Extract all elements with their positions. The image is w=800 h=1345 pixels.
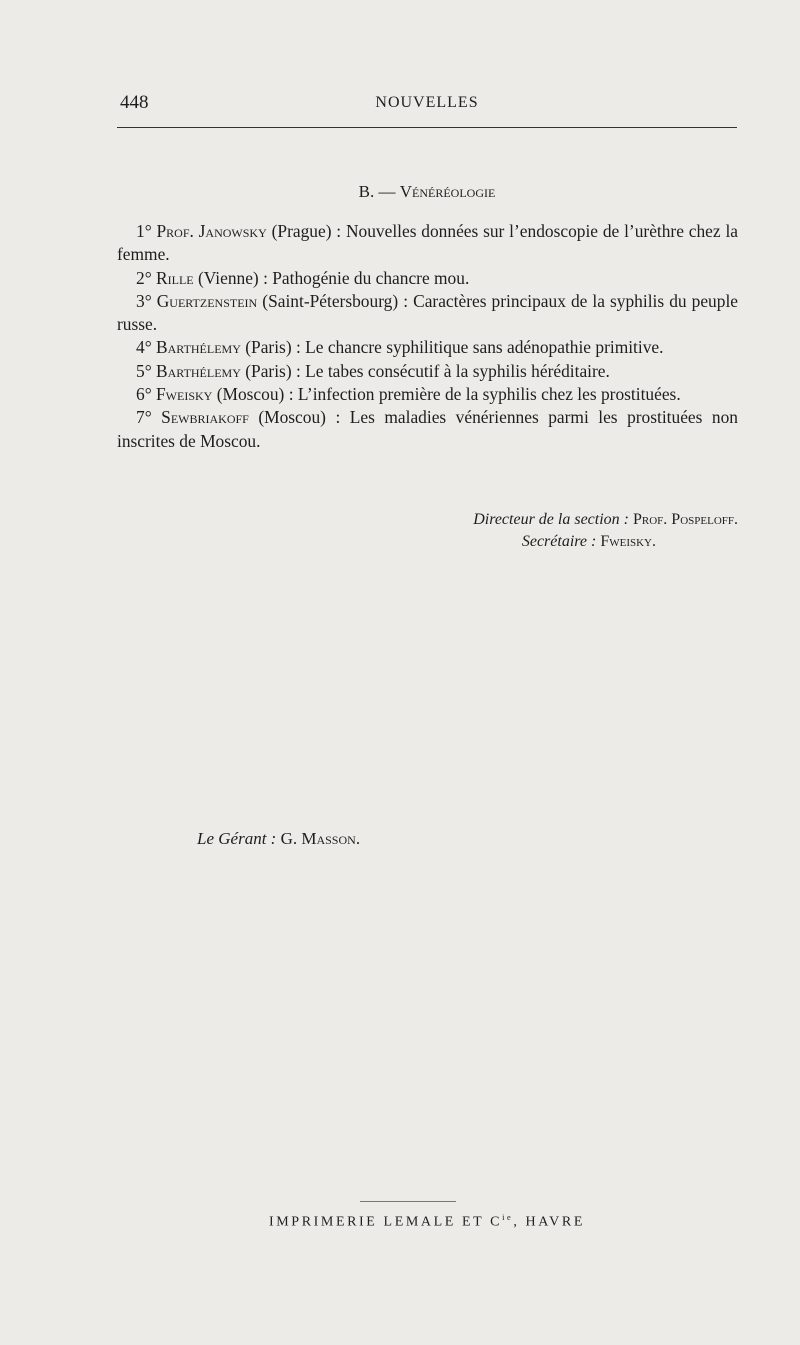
item-city: (Vienne): [197, 267, 259, 288]
item-number: 3°: [136, 290, 152, 311]
secretary-label: Secrétaire :: [521, 533, 597, 550]
page-header: [117, 92, 737, 122]
communication-item: [117, 267, 738, 290]
imprint: [117, 1213, 737, 1231]
gerant-name: G. Masson.: [280, 829, 361, 848]
item-author: Prof. Janowsky: [156, 221, 267, 241]
item-title: : Le tabes consécutif à la syphilis héréditaire.: [291, 360, 610, 381]
page-number: 448: [120, 92, 149, 113]
communication-item: [117, 383, 738, 406]
item-city: (Saint-Pétersbourg): [262, 290, 399, 311]
secretary-name: Fweisky.: [600, 533, 656, 550]
communication-item: [117, 336, 738, 359]
item-author: Barthélemy: [156, 360, 241, 381]
item-number: 6°: [136, 384, 152, 405]
item-city: (Paris): [245, 337, 292, 358]
item-title: : Les maladies vénériennes parmi les prostituées non inscrites de Moscou.: [117, 407, 738, 451]
item-author: Barthélemy: [156, 337, 241, 358]
item-number: 2°: [136, 267, 152, 288]
communication-item: [117, 220, 738, 267]
communication-item: [117, 406, 738, 453]
signatures: [117, 509, 738, 553]
gerant-line: [197, 829, 360, 849]
secretary-line: [117, 531, 738, 553]
header-rule: [117, 127, 737, 128]
communication-list: [117, 220, 738, 453]
item-author: Fweisky: [156, 384, 213, 405]
director-line: [117, 509, 738, 531]
item-title: : Le chancre syphilitique sans adénopathie primitive.: [291, 337, 664, 358]
item-author: Rille: [156, 267, 194, 288]
director-label: Directeur de la section :: [473, 511, 629, 528]
item-title: : L’infection première de la syphilis chez les prostituées.: [284, 384, 681, 405]
item-number: 7°: [136, 407, 152, 428]
imprint-city: , HAVRE: [513, 1214, 585, 1230]
imprint-text: IMPRIMERIE LEMALE ET C: [269, 1214, 503, 1230]
item-city: (Prague): [271, 221, 332, 241]
item-city: (Paris): [245, 360, 292, 381]
running-head: NOUVELLES: [375, 94, 479, 111]
gerant-label: Le Gérant :: [197, 829, 277, 848]
director-name: Prof. Pospeloff.: [633, 511, 738, 528]
imprint-rule: [360, 1201, 456, 1202]
item-number: 5°: [136, 360, 152, 381]
item-number: 4°: [136, 337, 152, 358]
item-title: : Pathogénie du chancre mou.: [258, 267, 470, 288]
section-name: Vénéréologie: [399, 182, 496, 201]
item-author: Sewbriakoff: [161, 407, 249, 428]
item-title: : Caractères principaux de la syphilis du peuple russe.: [117, 290, 738, 335]
item-number: 1°: [136, 221, 152, 241]
communication-item: [117, 360, 738, 383]
item-title: : Nouvelles données sur l’endoscopie de l’urèthre chez la femme.: [117, 221, 738, 265]
section-prefix: B. —: [358, 182, 396, 201]
communication-item: [117, 290, 738, 337]
item-city: (Moscou): [216, 384, 285, 405]
section-title: [117, 182, 737, 202]
imprint-sup: ie: [502, 1213, 514, 1222]
item-author: Guertzenstein: [156, 290, 258, 311]
item-city: (Moscou): [258, 407, 326, 428]
